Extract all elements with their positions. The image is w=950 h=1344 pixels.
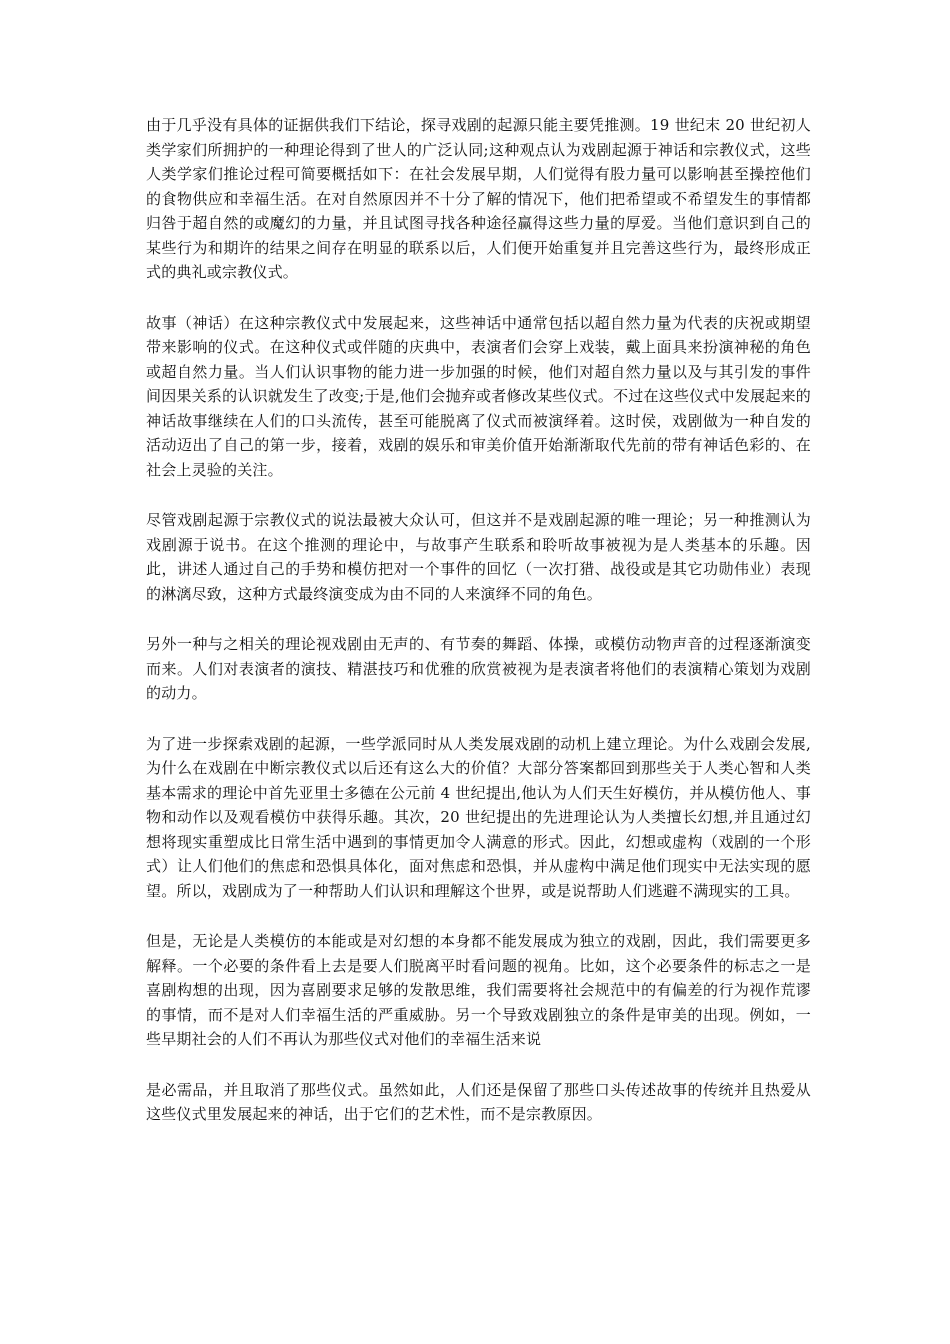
paragraph-6: 但是，无论是人类模仿的本能或是对幻想的本身都不能发展成为独立的戏剧，因此，我们需要更多解释。一个必要的条件看上去是要人们脱离平时看问题的视角。比如，这个必要条件的标志之一是喜剧构想的出现，因为喜剧要求足够的发散思维，我们需要将社会规范中的有偏差的行为视作荒谬的事情，而不是对人们幸福生活的严重威胁。另一个导致戏剧独立的条件是审美的出现。例如，一些早期社会的人们不再认为那些仪式对他们的幸福生活来说 [146,932,811,1048]
document-body [146,113,811,1153]
paragraph-3: 尽管戏剧起源于宗教仪式的说法最被大众认可，但这并不是戏剧起源的唯一理论；另一种推测认为戏剧源于说书。在这个推测的理论中，与故事产生联系和聆听故事被视为是人类基本的乐趣。因此，讲述人通过自己的手势和模仿把对一个事件的回忆（一次打猎、战役或是其它功勋伟业）表现的淋漓尽致，这种方式最终演变成为由不同的人来演绎不同的角色。 [146,511,811,603]
paragraph-4: 另外一种与之相关的理论视戏剧由无声的、有节奏的舞蹈、体操，或模仿动物声音的过程逐渐演变而来。人们对表演者的演技、精湛技巧和优雅的欣赏被视为是表演者将他们的表演精心策划为戏剧的动力。 [146,635,811,702]
paragraph-1: 由于几乎没有具体的证据供我们下结论，探寻戏剧的起源只能主要凭推测。19 世纪末 20 世纪初人类学家们所拥护的一种理论得到了世人的广泛认同;这种观点认为戏剧起源于神话和宗教仪式，这些人类学家们推论过程可简要概括如下：在社会发展早期，人们觉得有股力量可以影响甚至操控他们的食物供应和幸福生活。在对自然原因并不十分了解的情况下，他们把希望或不希望发生的事情都归咎于超自然的或魔幻的力量，并且试图寻找各种途径赢得这些力量的厚爱。当他们意识到自己的某些行为和期许的结果之间存在明显的联系以后，人们便开始重复并且完善这些行为，最终形成正式的典礼或宗教仪式。 [146,116,811,281]
paragraph-7: 是必需品，并且取消了那些仪式。虽然如此，人们还是保留了那些口头传述故事的传统并且热爱从这些仪式里发展起来的神话，出于它们的艺术性，而不是宗教原因。 [146,1080,811,1123]
paragraph-2: 故事（神话）在这种宗教仪式中发展起来，这些神话中通常包括以超自然力量为代表的庆祝或期望带来影响的仪式。在这种仪式或伴随的庆典中，表演者们会穿上戏装，戴上面具来扮演神秘的角色或超自然力量。当人们认识事物的能力进一步加强的时候，他们对超自然力量以及与其引发的事件间因果关系的认识就发生了改变;于是,他们会抛弃或者修改某些仪式。不过在这些仪式中发展起来的神话故事继续在人们的口头流传，甚至可能脱离了仪式而被演绎着。这时侯，戏剧做为一种自发的活动迈出了自己的第一步，接着，戏剧的娱乐和审美价值开始渐渐取代先前的带有神话色彩的、在社会上灵验的关注。 [146,313,811,479]
paragraph-5: 为了进一步探索戏剧的起源，一些学派同时从人类发展戏剧的动机上建立理论。为什么戏剧会发展,为什么在戏剧在中断宗教仪式以后还有这么大的价值？大部分答案都回到那些关于人类心智和人类基本需求的理论中首先亚里士多德在公元前 4 世纪提出,他认为人们天生好模仿，并从模仿他人、事物和动作以及观看模仿中获得乐趣。其次，20 世纪提出的先进理论认为人类擅长幻想,并且通过幻想将现实重塑成比日常生活中遇到的事情更加令人满意的形式。因此，幻想或虚构（戏剧的一个形式）让人们他们的焦虑和恐惧具体化，面对焦虑和恐惧，并从虚构中满足他们现实中无法实现的愿望。所以，戏剧成为了一种帮助人们认识和理解这个世界，或是说帮助人们逃避不满现实的工具。 [146,734,811,900]
